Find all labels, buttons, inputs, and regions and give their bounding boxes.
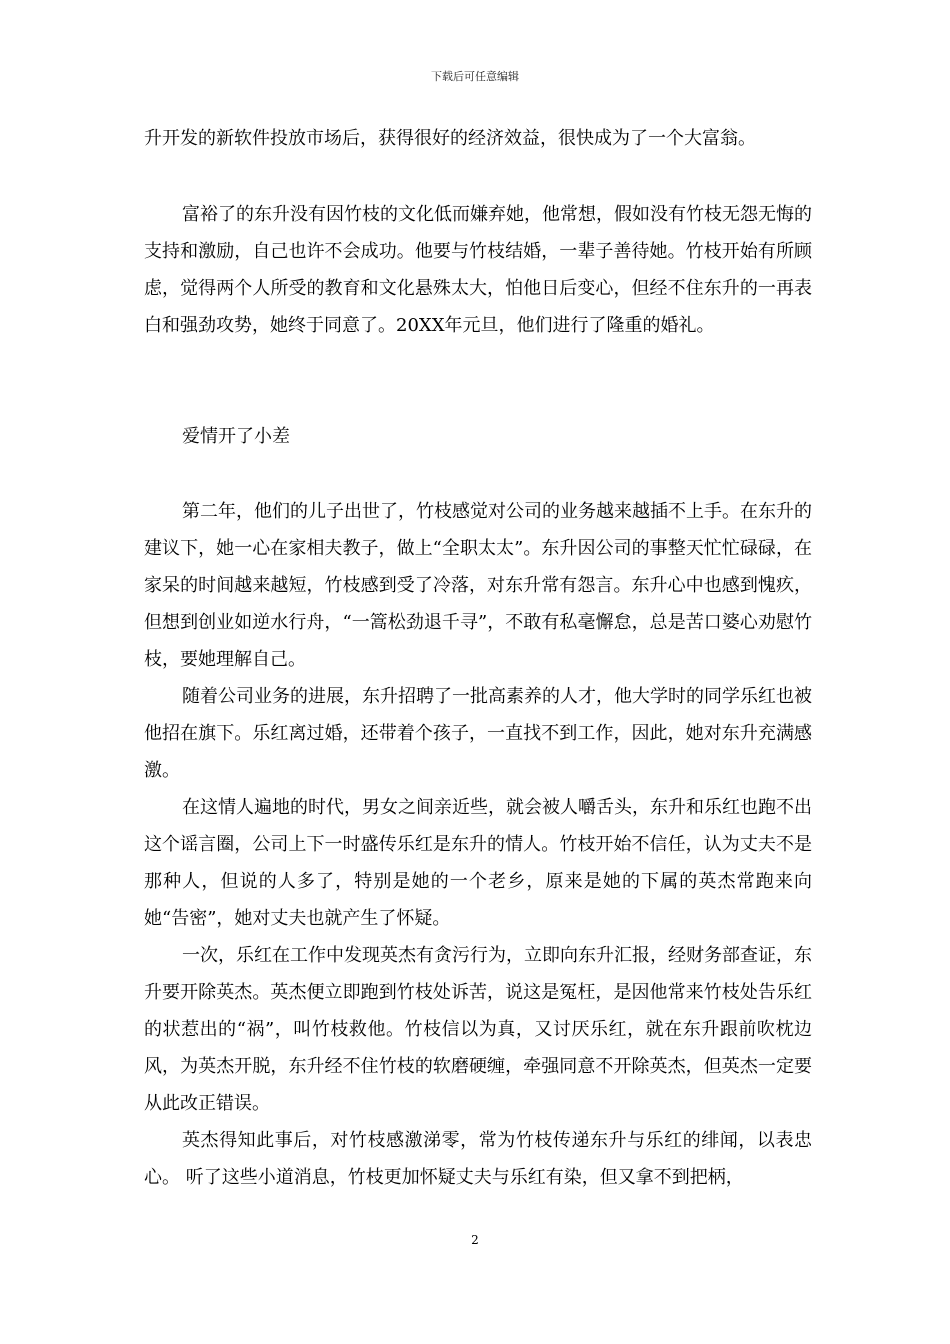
paragraph: 富裕了的东升没有因竹枝的文化低而嫌弃她，他常想，假如没有竹枝无怨无悔的支持和激励，自己也许不会成功。他要与竹枝结婚，一辈子善待她。竹枝开始有所顾虑，觉得两个人所受的教育和文化悬殊太大，怕他日后变心，但经不住东升的一再表白和强劲攻势，她终于同意了。20XX年元旦，他们进行了隆重的婚礼。 (144, 204, 812, 336)
paragraph: 一次，乐红在工作中发现英杰有贪污行为，立即向东升汇报，经财务部查证，东升要开除英杰。英杰便立即跑到竹枝处诉苦，说这是冤枉，是因他常来竹枝处告乐红的状惹出的“祸”，叫竹枝救他。竹枝信以为真，又讨厌乐红，就在东升跟前吹枕边风，为英杰开脱，东升经不住竹枝的软磨硬缠，牵强同意不开除英杰，但英杰一定要从此改正错误。 (144, 945, 812, 1114)
paragraph: 在这情人遍地的时代，男女之间亲近些，就会被人嚼舌头，东升和乐红也跑不出这个谣言圈，公司上下一时盛传乐红是东升的情人。竹枝开始不信任，认为丈夫不是那种人，但说的人多了，特别是她的一个老乡，原来是她的下属的英杰常跑来向她“告密”，她对丈夫也就产生了怀疑。 (144, 797, 812, 929)
section-heading-block (144, 418, 812, 455)
paragraph: 英杰得知此事后，对竹枝感激涕零，常为竹枝传递东升与乐红的绯闻，以表忠心。 听了这些小道消息，竹枝更加怀疑丈夫与乐红有染，但又拿不到把柄， (144, 1130, 812, 1188)
section-heading: 爱情开了小差 (182, 426, 290, 447)
paragraph-group (144, 493, 812, 1196)
paragraph-block (144, 196, 812, 344)
paragraph: 升开发的新软件投放市场后，获得很好的经济效益，很快成为了一个大富翁。 (144, 128, 756, 149)
paragraph: 第二年，他们的儿子出世了，竹枝感觉对公司的业务越来越插不上手。在东升的建议下，她一心在家相夫教子，做上“全职太太”。东升因公司的事整天忙忙碌碌，在家呆的时间越来越短，竹枝感到受了冷落，对东升常有怨言。东升心中也感到愧疚，但想到创业如逆水行舟，“一篙松劲退千寻”，不敢有私毫懈怠，总是苦口婆心劝慰竹枝，要她理解自己。 (144, 501, 812, 670)
paragraph-continuation (144, 120, 812, 157)
page-number: 2 (471, 1233, 479, 1247)
paragraph: 随着公司业务的进展，东升招聘了一批高素养的人才，他大学时的同学乐红也被他招在旗下。乐红离过婚，还带着个孩子，一直找不到工作，因此，她对东升充满感激。 (144, 686, 812, 781)
page-header: 下载后可任意编辑 (431, 70, 519, 83)
